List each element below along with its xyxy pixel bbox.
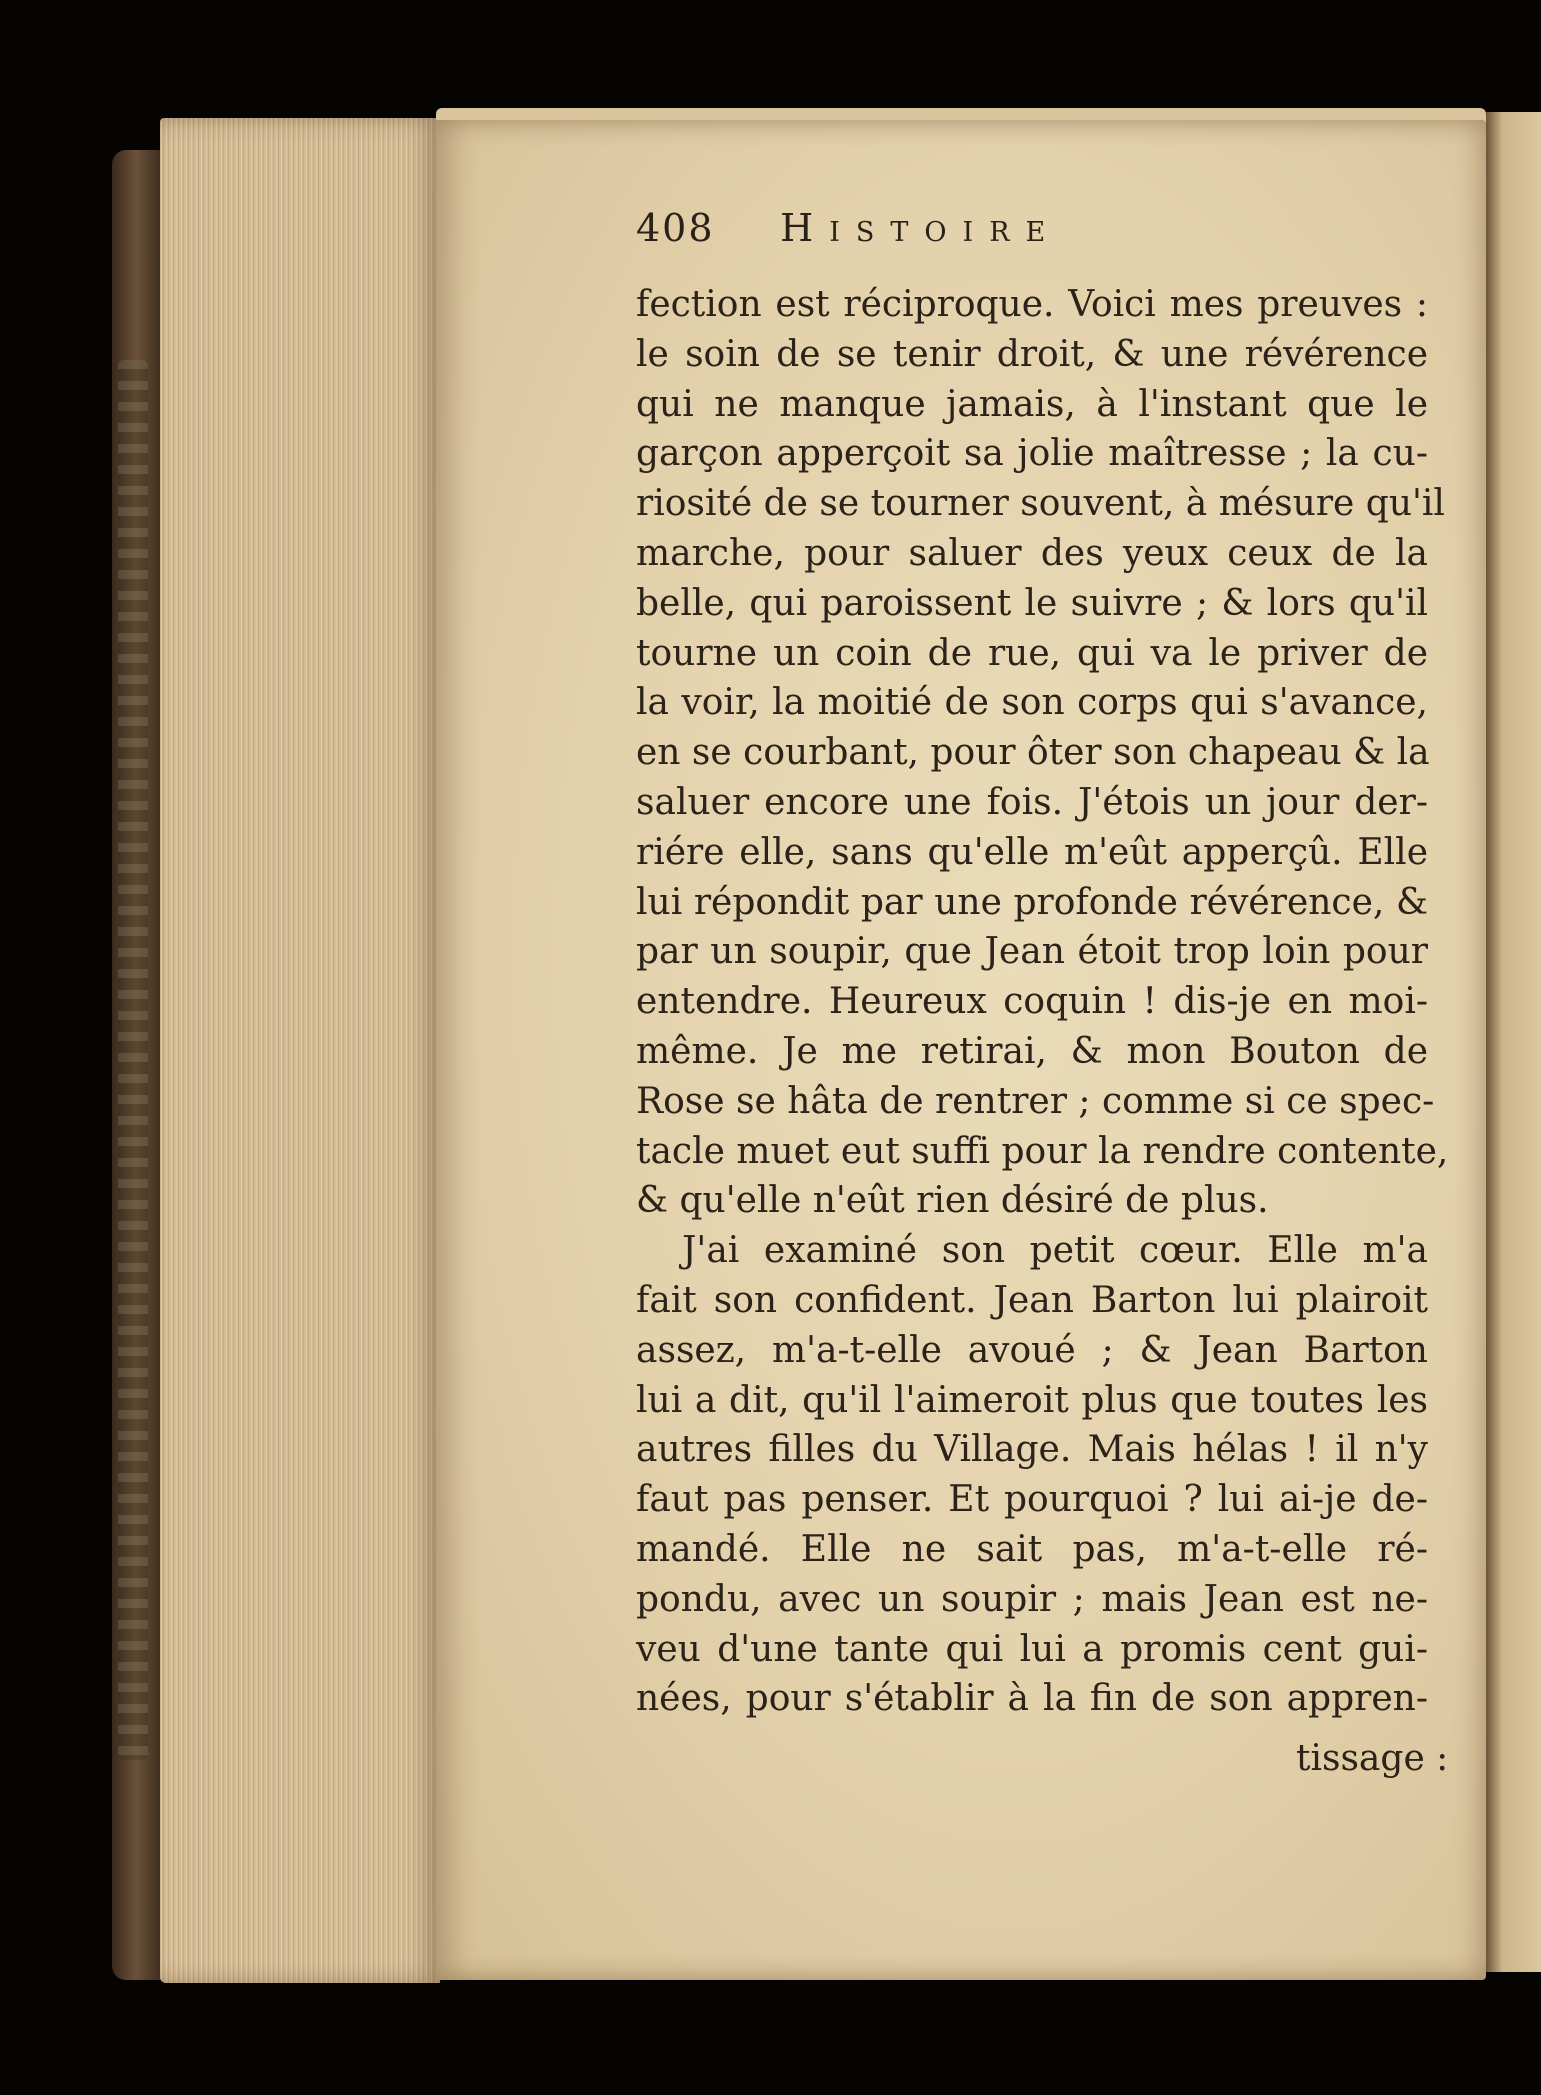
text-line: riére elle, sans qu'elle m'eût apperçû. Elle [636,831,1428,873]
text-line: fection est réciproque. Voici mes preuves : [636,284,1428,325]
text-line: & qu'elle n'eût rien désiré de plus. [636,1180,1269,1222]
text-line: autres filles du Village. Mais hélas ! il n'y [636,1429,1428,1471]
text-line: belle, qui paroissent le suivre ; & lors qu'il [636,582,1428,624]
text-line: lui répondit par une profonde révérence, & [636,881,1428,923]
text-line: en se courbant, pour ôter son chapeau & la [636,732,1430,774]
text-line: lui a dit, qu'il l'aimeroit plus que toutes les [636,1379,1428,1421]
running-title: Histoire [780,206,1062,250]
text-line: saluer encore une fois. J'étois un jour der- [636,781,1428,823]
page-edges [160,118,440,1983]
text-line: entendre. Heureux coquin ! dis-je en moi- [636,981,1428,1023]
text-line: le soin de se tenir droit, & une révérence [636,333,1428,375]
text-line: fait son confident. Jean Barton lui plairoit [636,1279,1428,1321]
body-text [636,280,1449,1724]
text-line: pondu, avec un soupir ; mais Jean est ne- [636,1578,1428,1620]
text-line: garçon apperçoit sa jolie maîtresse ; la cu- [636,433,1428,475]
text-line: tourne un coin de rue, qui va le priver de [636,632,1428,674]
facing-page-edge [1486,112,1541,1972]
text-line: la voir, la moitié de son corps qui s'avance, [636,682,1428,724]
page-number: 408 [636,206,715,250]
text-line: riosité de se tourner souvent, à mésure qu'il [636,483,1445,525]
text-line: mandé. Elle ne sait pas, m'a-t-elle ré- [636,1528,1428,1570]
text-line: Rose se hâta de rentrer ; comme si ce spec- [636,1080,1435,1122]
cover-marbling [118,360,148,1760]
page-header [636,206,1196,254]
text-line: tacle muet eut suffi pour la rendre contente, [636,1130,1449,1172]
text-line: nées, pour s'établir à la fin de son appren- [636,1678,1428,1720]
text-line: qui ne manque jamais, à l'instant que le [636,383,1428,425]
text-line: même. Je me retirai, & mon Bouton de [636,1030,1428,1072]
text-line: assez, m'a-t-elle avoué ; & Jean Barton [636,1329,1428,1371]
text-line: marche, pour saluer des yeux ceux de la [636,532,1428,574]
text-line: veu d'une tante qui lui a promis cent gui- [636,1628,1428,1670]
text-line: par un soupir, que Jean étoit trop loin pour [636,931,1428,973]
text-line: faut pas penser. Et pourquoi ? lui ai-je de- [636,1479,1428,1521]
text-line: J'ai examiné son petit cœur. Elle m'a [682,1230,1428,1272]
catchword: tissage : [1296,1738,1449,1779]
